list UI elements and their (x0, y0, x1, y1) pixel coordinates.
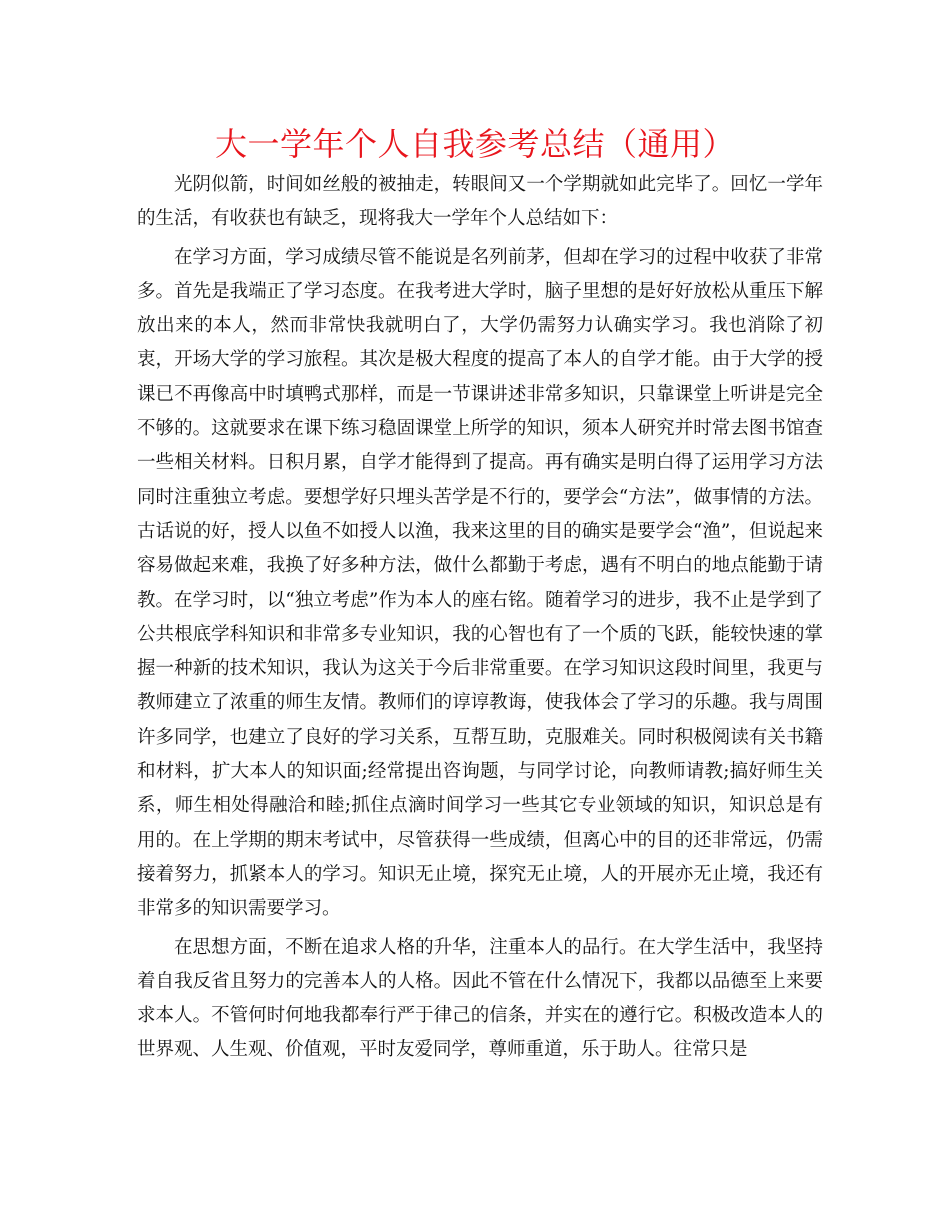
document-title: 大一学年个人自我参考总结（通用） (214, 125, 735, 163)
paragraph-study: 在学习方面，学习成绩尽管不能说是名列前茅，但却在学习的过程中收获了非常多。首先是我端正了学习态度。在我考进大学时，脑子里想的是好好放松从重压下解放出来的本人，然而非常快我就明白了，大学仍需努力认确实学习。我也消除了初衷，开场大学的学习旅程。其次是极大程度的提高了本人的自学才能。由于大学的授课已不再像高中时填鸭式那样，而是一节课讲述非常多知识，只靠课堂上听讲是完全不够的。这就要求在课下练习稳固课堂上所学的知识，须本人研究并时常去图书馆查一些相关材料。日积月累，自学才能得到了提高。再有确实是明白得了运用学习方法同时注重独立考虑。要想学好只埋头苦学是不行的，要学会“方法”，做事情的方法。古话说的好，授人以鱼不如授人以渔，我来这里的目的确实是要学会“渔”，但说起来容易做起来难，我换了好多种方法，做什么都勤于考虑，遇有不明白的地点能勤于请教。在学习时，以“独立考虑”作为本人的座右铭。随着学习的进步，我不止是学到了公共根底学科知识和非常多专业知识，我的心智也有了一个质的飞跃，能较快速的掌握一种新的技术知识，我认为这关于今后非常重要。在学习知识这段时间里，我更与教师建立了浓重的师生友情。教师们的谆谆教诲，使我体会了学习的乐趣。我与周围许多同学，也建立了良好的学习关系，互帮互助，克服难关。同时积极阅读有关书籍和材料，扩大本人的知识面;经常提出咨询题，与同学讨论，向教师请教;搞好师生关系，师生相处得融洽和睦;抓住点滴时间学习一些其它专业领域的知识，知识总是有用的。在上学期的期末考试中，尽管获得一些成绩，但离心中的目的还非常远，仍需接着努力，抓紧本人的学习。知识无止境，探究无止境，人的开展亦无止境，我还有非常多的知识需要学习。 (137, 246, 823, 920)
paragraph-thought: 在思想方面，不断在追求人格的升华，注重本人的品行。在大学生活中，我坚持着自我反省且努力的完善本人的人格。因此不管在什么情况下，我都以品德至上来要求本人。不管何时何地我都奉行严于律己的信条，并实在的遵行它。积极改造本人的世界观、人生观、价值观，平时友爱同学，尊师重道，乐于助人。往常只是 (137, 936, 823, 1061)
paragraph-intro: 光阴似箭，时间如丝般的被抽走，转眼间又一个学期就如此完毕了。回忆一学年的生活，有收获也有缺乏，现将我大一学年个人总结如下： (137, 174, 823, 230)
document-body (137, 168, 823, 1068)
